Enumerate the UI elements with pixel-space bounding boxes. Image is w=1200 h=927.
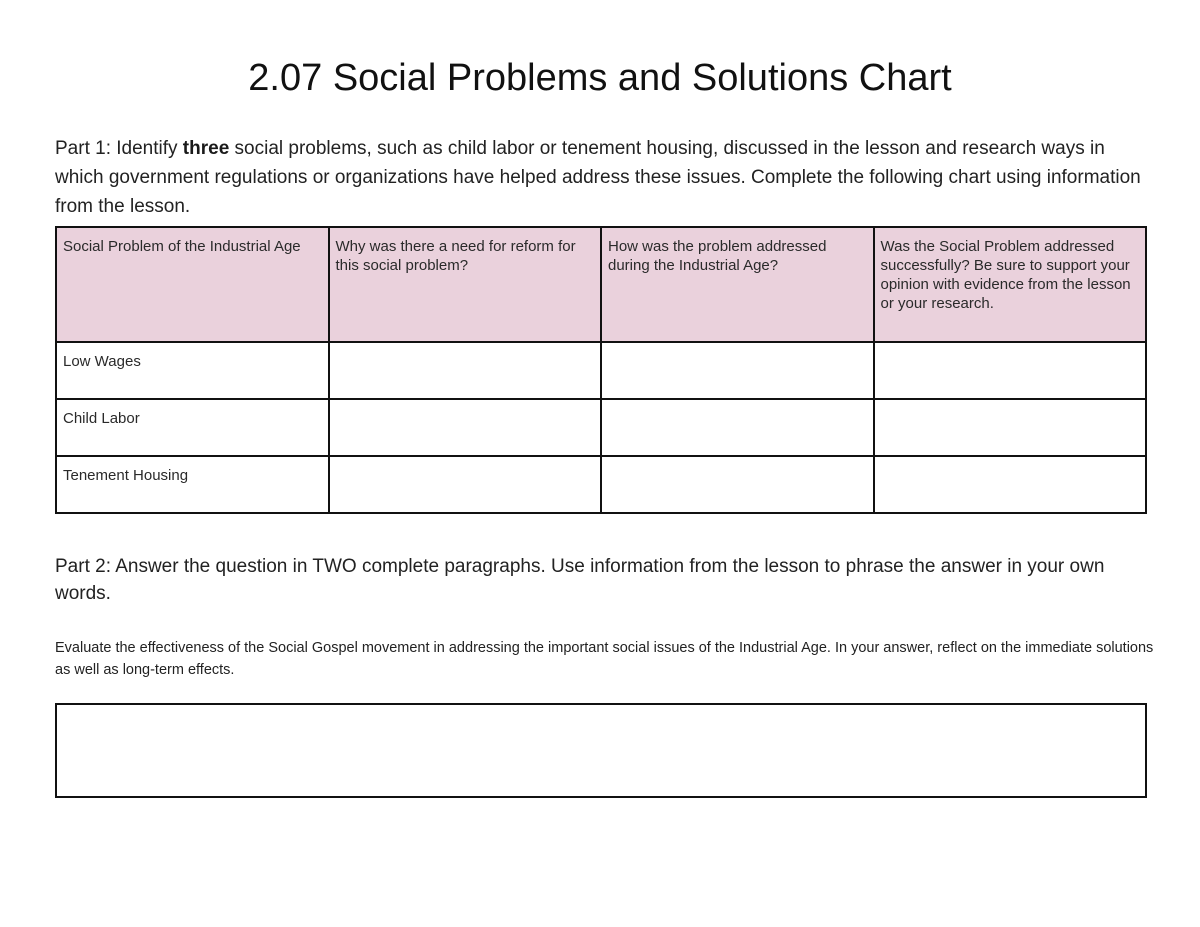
header-how-addressed: How was the problem addressed during the Industrial Age? (601, 227, 874, 342)
reform-need-cell[interactable] (329, 342, 602, 399)
table-row (56, 399, 1146, 456)
problem-cell: Child Labor (56, 399, 329, 456)
table-row (56, 456, 1146, 513)
success-cell[interactable] (874, 456, 1147, 513)
problem-cell: Tenement Housing (56, 456, 329, 513)
part1-lead: Part 1: Identify (55, 138, 183, 159)
part1-rest: social problems, such as child labor or tenement housing, discussed in the lesson and research ways in which government regulations or organizations have helped address these issues. Complete the following chart using information from the lesson. (55, 138, 1141, 217)
reform-need-cell[interactable] (329, 399, 602, 456)
answer-box[interactable] (55, 703, 1147, 798)
how-addressed-cell[interactable] (601, 399, 874, 456)
problem-cell: Low Wages (56, 342, 329, 399)
social-problems-chart (55, 226, 1147, 514)
how-addressed-cell[interactable] (601, 456, 874, 513)
header-social-problem: Social Problem of the Industrial Age (56, 227, 329, 342)
essay-question: Evaluate the effectiveness of the Social Gospel movement in addressing the important social issues of the Industrial Age. In your answer, reflect on the immediate solutions as well as long-term effects. (55, 640, 1154, 678)
page-title: 2.07 Social Problems and Solutions Chart (248, 57, 952, 99)
success-cell[interactable] (874, 342, 1147, 399)
header-need-for-reform: Why was there a need for reform for this social problem? (329, 227, 602, 342)
part2-instructions: Part 2: Answer the question in TWO complete paragraphs. Use information from the lesson to phrase the answer in your own words. (55, 556, 1105, 604)
chart-header-row (56, 227, 1146, 342)
table-row (56, 342, 1146, 399)
part1-emphasis: three (182, 138, 230, 159)
part1-instructions (55, 134, 1155, 221)
success-cell[interactable] (874, 399, 1147, 456)
header-addressed-successfully: Was the Social Problem addressed successfully? Be sure to support your opinion with evidence from the lesson or your research. (874, 227, 1147, 342)
how-addressed-cell[interactable] (601, 342, 874, 399)
reform-need-cell[interactable] (329, 456, 602, 513)
